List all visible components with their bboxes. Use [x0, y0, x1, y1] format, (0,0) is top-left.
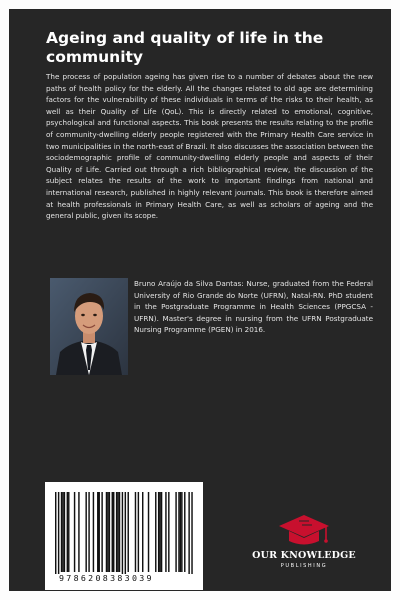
barcode-bar	[67, 492, 68, 572]
barcode-bar	[175, 492, 176, 572]
barcode-bar	[184, 492, 185, 572]
barcode-bar	[155, 492, 156, 572]
barcode-bar	[112, 492, 113, 572]
barcode-bar	[188, 492, 189, 574]
back-cover	[9, 9, 391, 591]
author-biography: Bruno Araújo da Silva Dantas: Nurse, graduated from the Federal University of Rio Grande do Norte (UFRN), Natal-RN. PhD student in the Postgraduate Programme in Health Sciences (PPGCSA - UFRN). Master's degree in nursing from the UFRN Postgraduate Nursing Programme (PGEN) in 2016.	[134, 279, 373, 335]
barcode-bar	[62, 492, 63, 572]
barcode-bar	[101, 492, 102, 572]
barcode-bar	[178, 492, 179, 572]
barcode-bar	[109, 492, 110, 572]
barcode-bar	[97, 492, 98, 572]
publisher-tagline: PUBLISHING	[280, 563, 328, 569]
barcode-bar	[88, 492, 89, 572]
barcode-bar	[64, 492, 65, 572]
barcode-bar	[122, 492, 123, 574]
barcode-bar	[161, 492, 162, 572]
barcode-bar	[125, 492, 126, 574]
barcode-bars	[45, 482, 203, 574]
barcode-bar	[107, 492, 108, 572]
graduation-cap-icon	[229, 511, 379, 551]
barcode-bar	[142, 492, 143, 572]
barcode-bar	[128, 492, 129, 572]
barcode-bar	[181, 492, 182, 572]
isbn-barcode	[45, 482, 203, 590]
book-description: The process of population ageing has given rise to a number of debates about the new paths of health policy for the elderly. All the changes related to old age are determining factors for the vulnerability of these individuals in terms of the risks to their health, as well as their Quality of Life (QoL). This is directly related to emotional, cognitive, psychological and functional aspects. This book presents the results relating to the profile of community-dwelling elderly people registered with the Primary Health Care service in two municipalities in the north-east of Brazil. It also discusses the association between the sociodemographic profile of community-dwelling elderly people and aspects of their Quality of Life. Carried out through a rich bibliographical review, the discussion of the subject relates the results of the work to important findings from national and international research, published in highly relevant journals. This book is therefore aimed at health professionals in Primary Health Care, as well as scholars of ageing and the general public, given its scope.	[46, 72, 373, 221]
barcode-bar	[159, 492, 160, 572]
barcode-bar	[148, 492, 149, 572]
barcode-bar	[135, 492, 136, 572]
isbn-number: 9786208383039	[59, 573, 154, 583]
barcode-bar	[180, 492, 181, 572]
barcode-bar	[99, 492, 100, 572]
publisher-name: OUR KNOWLEDGE	[252, 550, 356, 561]
barcode-bar	[116, 492, 117, 572]
barcode-bar	[85, 492, 86, 572]
barcode-bar	[68, 492, 69, 572]
author-photo	[50, 278, 128, 375]
barcode-bar	[158, 492, 159, 572]
book-title: Ageing and quality of life in the community	[46, 29, 324, 66]
barcode-bar	[61, 492, 62, 572]
barcode-bar	[168, 492, 169, 572]
barcode-bar	[113, 492, 114, 572]
author-portrait-image	[50, 278, 128, 375]
barcode-bar	[78, 492, 79, 572]
publisher-logo	[229, 511, 379, 581]
barcode-bar	[55, 492, 56, 574]
barcode-bar	[58, 492, 59, 574]
barcode-bar	[106, 492, 107, 572]
barcode-bar	[191, 492, 192, 574]
barcode-bar	[117, 492, 118, 572]
barcode-bar	[165, 492, 166, 572]
barcode-bar	[138, 492, 139, 572]
barcode-bar	[93, 492, 94, 572]
barcode-bar	[119, 492, 120, 572]
barcode-bar	[74, 492, 75, 572]
